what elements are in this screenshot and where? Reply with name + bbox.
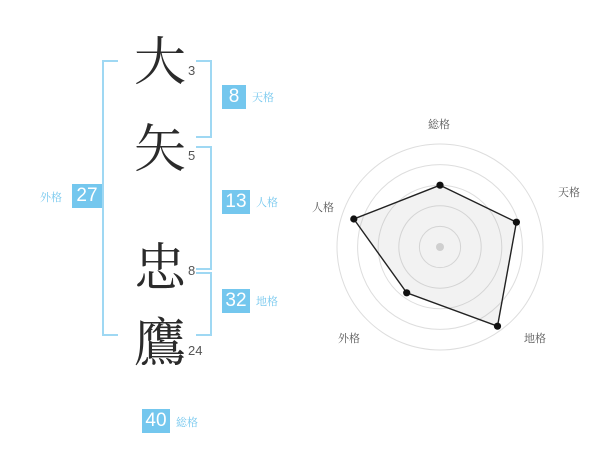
- soukaku-badge: 40: [142, 409, 170, 433]
- kanji-char-3: 忠: [133, 239, 186, 299]
- gaikaku-label: 外格: [40, 192, 62, 204]
- radar-data-point: [350, 215, 357, 222]
- chikaku-label: 地格: [256, 296, 278, 308]
- tenkaku-badge: 8: [222, 85, 246, 109]
- gaikaku-badge: 27: [72, 184, 102, 208]
- jinkaku-label: 人格: [256, 197, 278, 209]
- kanji-strokes-4: 24: [188, 343, 203, 358]
- radar-data-point: [494, 323, 501, 330]
- name-panel: [0, 0, 300, 470]
- kanji-strokes-3: 8: [188, 263, 196, 278]
- kanji-char-1: 大: [133, 33, 186, 93]
- tenkaku-label: 天格: [252, 92, 274, 104]
- radar-axis-label-2: 地格: [524, 333, 546, 345]
- radar-axis-label-4: 人格: [312, 202, 334, 214]
- radar-axis-label-1: 天格: [558, 187, 580, 199]
- jinkaku-badge: 13: [222, 190, 250, 214]
- jinkaku-bracket: [196, 146, 212, 270]
- radar-data-point: [436, 182, 443, 189]
- radar-data-point: [513, 219, 520, 226]
- radar-data-point: [403, 289, 410, 296]
- kanji-strokes-2: 5: [188, 148, 196, 163]
- chikaku-badge: 32: [222, 289, 250, 313]
- radar-data-polygon: [354, 185, 517, 326]
- radar-chart: [300, 0, 600, 470]
- tenkaku-bracket: [196, 60, 212, 138]
- chikaku-bracket: [196, 272, 212, 336]
- kanji-strokes-1: 3: [188, 63, 196, 78]
- radar-axis-label-0: 総格: [428, 119, 450, 131]
- soukaku-label: 総格: [176, 417, 198, 429]
- kanji-char-2: 矢: [133, 120, 186, 180]
- radar-chart-panel: [300, 0, 600, 470]
- gaikaku-bracket: [102, 60, 118, 336]
- kanji-char-4: 鷹: [133, 314, 186, 374]
- radar-axis-label-3: 外格: [338, 333, 360, 345]
